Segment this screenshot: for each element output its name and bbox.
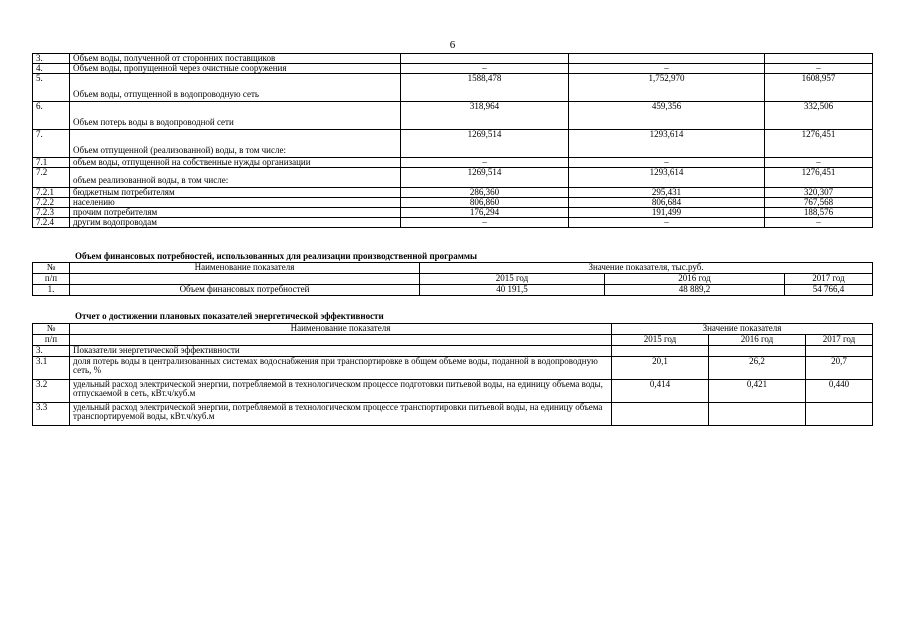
row-num: 7. [33,130,70,158]
water-volume-table [32,53,873,228]
year-header: 2017 год [785,274,873,285]
row-num: 3. [33,54,70,64]
row-value-2017: – [765,218,873,228]
row-num: 3.3 [33,403,70,426]
col-name-header: Наименование показателя [70,324,612,335]
year-header: 2016 год [605,274,785,285]
row-value: 26,2 [709,357,806,380]
row-label: Показатели энергетической эффективности [70,346,612,357]
row-value-2015: – [401,158,569,168]
row-num: 7.2 [33,168,70,188]
row-value-2017: 188,576 [765,208,873,218]
row-value-2015: 318,964 [401,102,569,130]
row-value-2017 [765,54,873,64]
row-value-2016: 1,752,970 [569,74,765,102]
row-value-2015: 1588,478 [401,74,569,102]
row-value-2017: 320,307 [765,188,873,198]
table-row [33,285,873,296]
row-num: 3.2 [33,380,70,403]
page-number: 6 [449,39,456,51]
row-num: 7.2.1 [33,188,70,198]
row-value-2016: 1293,614 [569,130,765,158]
row-value-2016: – [569,64,765,74]
row-value: 20,1 [612,357,709,380]
table-row [33,380,873,403]
row-value-2017: 1276,451 [765,168,873,188]
col-value-header: Значение показателя, тыс.руб. [420,263,873,274]
table-row [33,208,873,218]
col-num-header: № [33,263,70,274]
row-value-2017: – [765,64,873,74]
col-num-sub-header: п/п [33,335,70,346]
energy-heading: Отчет о достижении плановых показателей энергетической эффективности [75,311,384,321]
row-value-2015: – [401,218,569,228]
row-value-2016: 1293,614 [569,168,765,188]
row-value-2015 [401,54,569,64]
row-num: 4. [33,64,70,74]
table-row [33,64,873,74]
row-value: 20,7 [806,357,873,380]
row-value-2015: 1269,514 [401,168,569,188]
row-value: 0,414 [612,380,709,403]
row-label: удельный расход электрической энергии, потребляемой в технологическом процессе транспортировки питьевой воды, на единицу объема транспортируемой воды, кВт.ч/куб.м [70,403,612,426]
row-value: 0,421 [709,380,806,403]
col-value-header: Значение показателя [612,324,873,335]
row-value-2015: – [401,64,569,74]
row-num: 1. [33,285,70,296]
row-value-2016: 806,684 [569,198,765,208]
row-label: Объем воды, пропущенной через очистные сооружения [70,64,401,74]
row-value-2017: 1276,451 [765,130,873,158]
table-row [33,198,873,208]
row-label: населению [70,198,401,208]
energy-table [32,323,873,426]
row-label: прочим потребителям [70,208,401,218]
col-num-header: № [33,324,70,335]
row-label: другим водопроводам [70,218,401,228]
table-row [33,188,873,198]
row-value [612,403,709,426]
table-row [33,158,873,168]
table-row [33,403,873,426]
row-value-2016: – [569,218,765,228]
row-label: Объем потерь воды в водопроводной сети [70,102,401,130]
col-name-header: Наименование показателя [70,263,420,274]
row-value-2017: – [765,158,873,168]
row-value-2016: 191,499 [569,208,765,218]
row-value-2015: 806,860 [401,198,569,208]
row-label: бюджетным потребителям [70,188,401,198]
year-header: 2017 год [806,335,873,346]
row-label: Объем финансовых потребностей [70,285,420,296]
row-num: 3.1 [33,357,70,380]
row-value-2016: 295,431 [569,188,765,198]
row-label: доля потерь воды в централизованных системах водоснабжения при транспортировке в общем объеме воды, поданной в водопроводную сеть, % [70,357,612,380]
row-label: Объем воды, отпущенной в водопроводную сеть [70,74,401,102]
year-header: 2016 год [709,335,806,346]
row-value-2015: 1269,514 [401,130,569,158]
finance-heading: Объем финансовых потребностей, использованных для реализации производственной программы [75,251,478,261]
row-value-2017: 767,568 [765,198,873,208]
table-row [33,54,873,64]
row-label: Объем отпущенной (реализованной) воды, в том числе: [70,130,401,158]
row-label: объем воды, отпущенной на собственные нужды организации [70,158,401,168]
row-value-2016 [569,54,765,64]
row-value: 40 191,5 [420,285,605,296]
row-value: 0,440 [806,380,873,403]
table-row [33,218,873,228]
row-value-2016: 459,356 [569,102,765,130]
row-value: 54 766,4 [785,285,873,296]
row-value: 48 889,2 [605,285,785,296]
table-row [33,168,873,188]
row-value-2016: – [569,158,765,168]
row-num: 7.2.2 [33,198,70,208]
row-value-2015: 286,360 [401,188,569,198]
table-row [33,74,873,102]
table-row [33,102,873,130]
row-num: 7.1 [33,158,70,168]
year-header: 2015 год [420,274,605,285]
col-num-sub-header: п/п [33,274,70,285]
row-value [806,403,873,426]
table-row [33,357,873,380]
table-row [33,130,873,158]
row-label: Объем воды, полученной от сторонних поставщиков [70,54,401,64]
row-num: 3. [33,346,70,357]
row-label: удельный расход электрической энергии, потребляемой в технологическом процессе подготовки питьевой воды, на единицу объема воды, отпускаемой в сеть, кВт.ч/куб.м [70,380,612,403]
finance-table [32,262,873,296]
row-num: 7.2.4 [33,218,70,228]
row-num: 5. [33,74,70,102]
row-num: 6. [33,102,70,130]
row-num: 7.2.3 [33,208,70,218]
table-row [33,346,873,357]
row-value [709,403,806,426]
row-value-2017: 332,506 [765,102,873,130]
row-value-2015: 176,294 [401,208,569,218]
row-label: объем реализованной воды, в том числе: [70,168,401,188]
year-header: 2015 год [612,335,709,346]
row-value-2017: 1608,957 [765,74,873,102]
